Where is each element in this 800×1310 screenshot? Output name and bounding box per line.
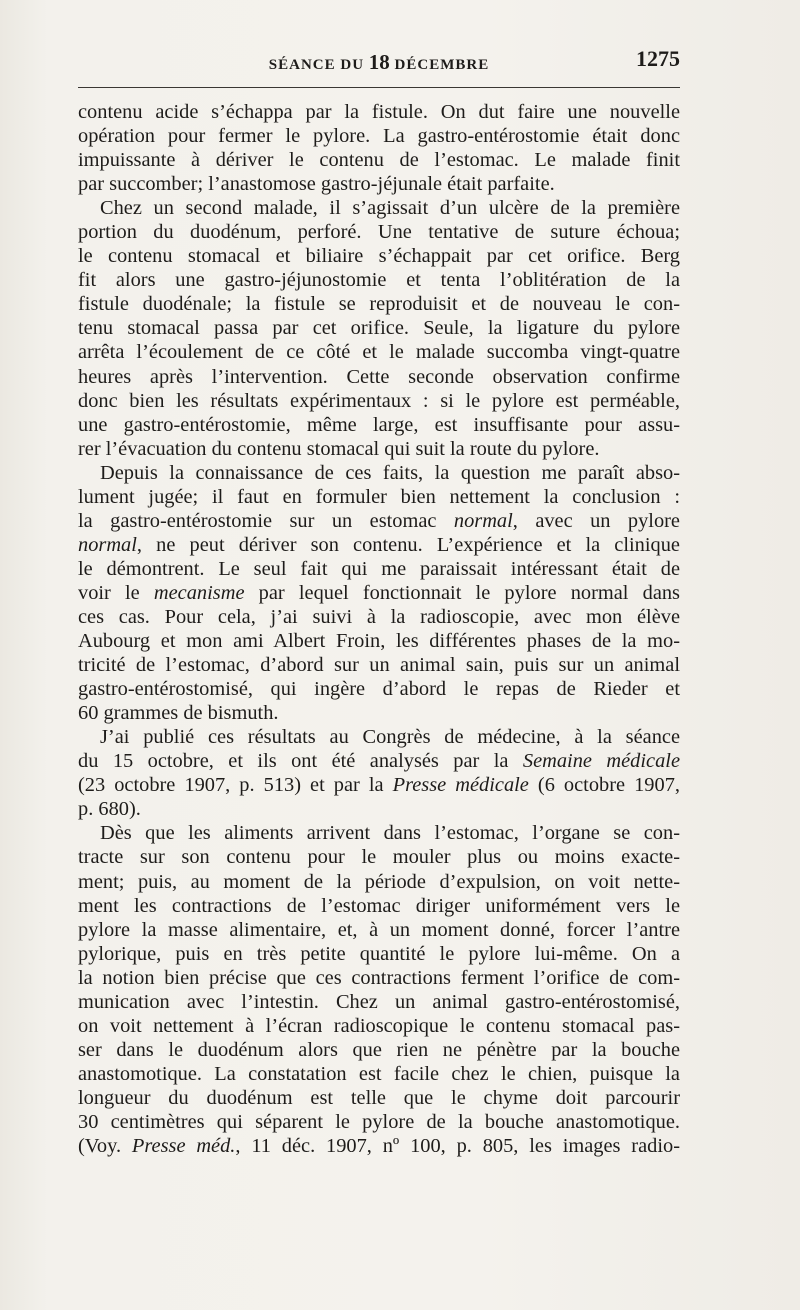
text-segment: , avec un pylore [512,509,680,532]
text-line: la notion bien précise que ces contractions ferment l’orifice de com- [78,966,680,989]
text-line: tricité de l’estomac, d’abord sur un animal sain, puis sur un animal [78,654,680,677]
text-line: heures après l’intervention. Cette seconde observation confirme [78,365,680,388]
italic-segment: mecanisme [153,581,245,604]
text-segment: du 15 octobre, et ils ont été analysés par la [78,750,523,773]
text-line: ser dans le duodénum alors que rien ne pénètre par la bouche [78,1038,680,1061]
text-line: contenu acide s’échappa par la fistule. On dut faire une nouvelle [78,101,680,123]
text-line: donc bien les résultats expérimentaux : si le pylore est perméable, [78,389,680,412]
text-line: longueur du duodénum est telle que le chyme doit parcourir [78,1086,680,1109]
header-rule [78,87,680,88]
running-head [78,46,680,76]
text-line [78,1134,680,1158]
italic-segment: Presse médicale [392,774,529,797]
text-line [78,509,680,533]
text-line: 60 grammes de bismuth. [78,702,279,725]
text-segment: la gastro-entérostomie sur un estomac [78,509,454,532]
text-line: munication avec l’intestin. Chez un animal gastro-entérostomisé, [78,990,680,1013]
running-title-day: 18 [368,50,390,74]
text-line: J’ai publié ces résultats au Congrès de médecine, à la séance [100,726,680,749]
page-number: 1275 [636,46,680,71]
text-line: une gastro-entérostomie, même large, est insuffisante pour assu- [78,413,680,436]
text-line: pylorique, puis en très petite quantité le pylore lui-même. On a [78,942,680,965]
italic-segment: Semaine médicale [522,750,680,773]
text-segment: par lequel fonctionnait le pylore normal dans [244,581,680,604]
text-line [78,533,680,557]
italic-segment: normal [78,533,137,556]
text-line [78,749,680,773]
text-segment: (Voy. [78,1135,132,1158]
text-line [78,773,680,797]
text-line: fistule duodénale; la fistule se reproduisit et de nouveau le con- [78,293,680,316]
text-line [78,581,680,605]
running-title-post: DÉCEMBRE [389,57,490,73]
text-segment: , ne peut dériver son contenu. L’expérience et la clinique [136,533,680,556]
text-line: opération pour fermer le pylore. La gastro-entérostomie était donc [78,125,680,148]
text-line: tenu stomacal passa par cet orifice. Seule, la ligature du pylore [78,317,680,340]
text-line: anastomotique. La constatation est facile chez le chien, puisque la [78,1062,680,1085]
text-line: lument jugée; il faut en formuler bien nettement la conclusion : [78,485,680,508]
text-line: impuissante à dériver le contenu de l’estomac. Le malade finit [78,149,680,172]
text-line: on voit nettement à l’écran radioscopique le contenu stomacal pas- [78,1014,680,1037]
text-line: portion du duodénum, perforé. Une tentative de suture échoua; [78,221,680,244]
text-line: arrêta l’écoulement de ce côté et le malade succomba vingt-quatre [78,341,680,364]
text-line: ment; puis, au moment de la période d’expulsion, on voit nette- [78,870,680,893]
text-line: p. 680). [78,798,141,821]
text-line: ces cas. Pour cela, j’ai suivi à la radioscopie, avec mon élève [78,605,680,628]
text-line: ment les contractions de l’estomac diriger uniformément vers le [78,894,680,917]
text-line: tracte sur son contenu pour le mouler plus ou moins exacte- [78,846,680,869]
text-line: pylore la masse alimentaire, et, à un moment donné, forcer l’antre [78,918,680,941]
text-segment: voir le [78,581,154,604]
text-segment: , 11 déc. 1907, nº 100, p. 805, les images radio- [235,1135,680,1158]
text-line: 30 centimètres qui séparent le pylore de la bouche anastomotique. [78,1110,680,1133]
italic-segment: Presse méd. [131,1135,236,1158]
text-line: Dès que les aliments arrivent dans l’estomac, l’organe se con- [100,822,680,845]
text-line: le contenu stomacal et biliaire s’échappait par cet orifice. Berg [78,245,680,268]
text-line: gastro-entérostomisé, qui ingère d’abord le repas de Rieder et [78,678,680,701]
text-line: Depuis la connaissance de ces faits, la question me paraît abso- [100,461,680,484]
text-line: par succomber; l’anastomose gastro-jéjunale était parfaite. [78,173,555,196]
text-line: fit alors une gastro-jéjunostomie et tenta l’oblitération de la [78,269,680,292]
italic-segment: normal [453,509,513,532]
body-text [78,100,680,1158]
text-segment: (6 octobre 1907, [528,774,680,797]
text-segment: (23 octobre 1907, p. 513) et par la [78,774,393,797]
text-line: Aubourg et mon ami Albert Froin, les différentes phases de la mo- [78,630,680,653]
running-title-pre: SÉANCE DU [268,57,369,73]
text-line: Chez un second malade, il s’agissait d’un ulcère de la première [100,197,680,220]
text-line: rer l’évacuation du contenu stomacal qui suit la route du pylore. [78,437,600,460]
running-title [78,50,680,75]
text-line: le démontrent. Le seul fait qui me paraissait intéressant était de [78,557,680,580]
